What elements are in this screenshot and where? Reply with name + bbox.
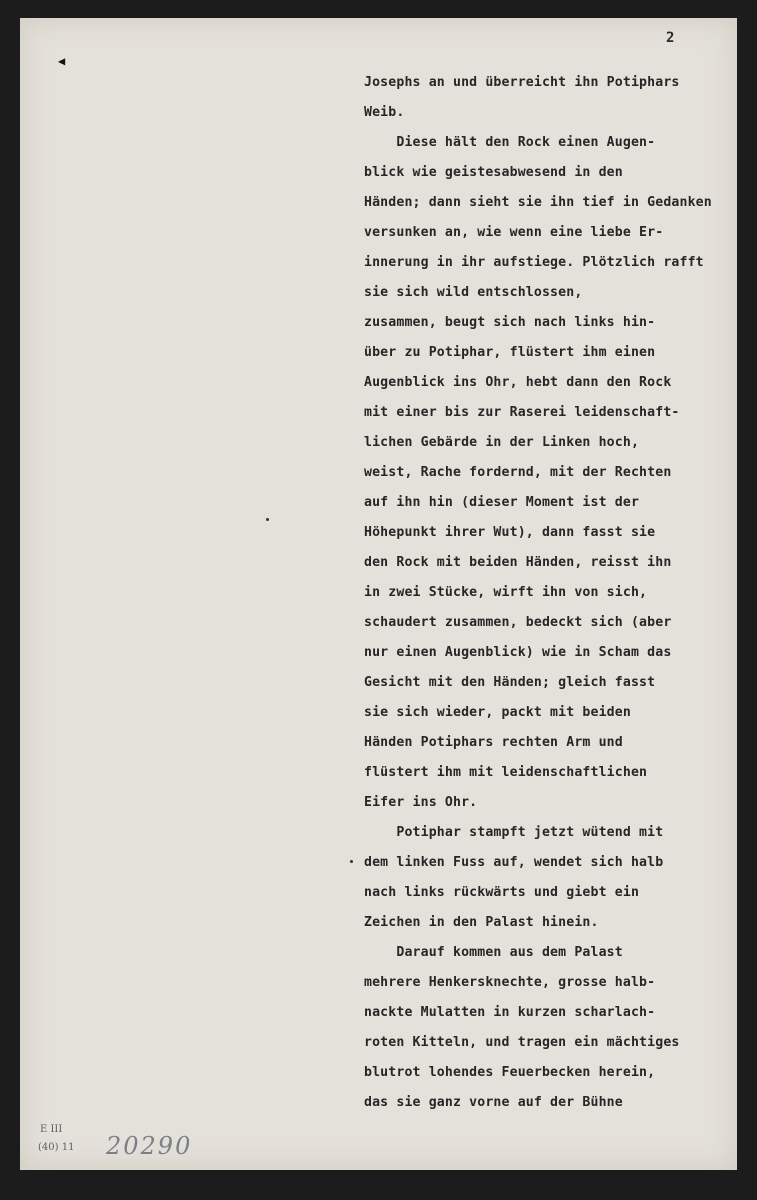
text-line: nach links rückwärts und giebt ein — [364, 885, 640, 900]
page-number: 2 — [666, 30, 675, 46]
text-line: dem linken Fuss auf, wendet sich halb — [364, 855, 664, 870]
text-line: über zu Potiphar, flüstert ihm einen — [364, 345, 656, 360]
text-line: roten Kitteln, und tragen ein mächtiges — [364, 1035, 680, 1050]
text-line: den Rock mit beiden Händen, reisst ihn — [364, 555, 672, 570]
archive-number: 20290 — [106, 1132, 193, 1160]
text-line: versunken an, wie wenn eine liebe Er- — [364, 225, 664, 240]
text-line: in zwei Stücke, wirft ihn von sich, — [364, 585, 648, 600]
text-line: das sie ganz vorne auf der Bühne — [364, 1095, 623, 1110]
archive-stamp: E III — [40, 1124, 63, 1135]
text-line: Händen; dann sieht sie ihn tief in Gedanken — [364, 195, 712, 210]
text-line: mehrere Henkersknechte, grosse halb- — [364, 975, 656, 990]
punch-hole-mark: ◀ — [58, 54, 66, 68]
ink-speck — [350, 860, 353, 863]
text-line: weist, Rache fordernd, mit der Rechten — [364, 465, 672, 480]
text-line: Zeichen in den Palast hinein. — [364, 915, 599, 930]
text-line: Weib. — [364, 105, 405, 120]
text-line: nackte Mulatten in kurzen scharlach- — [364, 1005, 656, 1020]
text-line: Händen Potiphars rechten Arm und — [364, 735, 623, 750]
text-line: nur einen Augenblick) wie in Scham das — [364, 645, 672, 660]
typewritten-text — [364, 68, 724, 1118]
text-line: auf ihn hin (dieser Moment ist der — [364, 495, 640, 510]
text-line: Darauf kommen aus dem Palast — [364, 945, 623, 960]
text-line: Diese hält den Rock einen Augen- — [364, 135, 656, 150]
text-line: zusammen, beugt sich nach links hin- — [364, 315, 656, 330]
text-line: mit einer bis zur Raserei leidenschaft- — [364, 405, 680, 420]
text-line: flüstert ihm mit leidenschaftlichen — [364, 765, 648, 780]
text-line: lichen Gebärde in der Linken hoch, — [364, 435, 640, 450]
text-line: Potiphar stampft jetzt wütend mit — [364, 825, 664, 840]
ink-speck — [266, 518, 269, 521]
archive-stamp-sub: (40) 11 — [38, 1142, 75, 1153]
text-line: sie sich wild entschlossen, — [364, 285, 583, 300]
text-line: Gesicht mit den Händen; gleich fasst — [364, 675, 656, 690]
text-line: innerung in ihr aufstiege. Plötzlich rafft — [364, 255, 704, 270]
text-line: sie sich wieder, packt mit beiden — [364, 705, 631, 720]
text-line: Eifer ins Ohr. — [364, 795, 478, 810]
text-line: blick wie geistesabwesend in den — [364, 165, 623, 180]
text-line: Josephs an und überreicht ihn Potiphars — [364, 75, 680, 90]
text-line: blutrot lohendes Feuerbecken herein, — [364, 1065, 656, 1080]
document-page — [20, 18, 737, 1170]
text-line: Höhepunkt ihrer Wut), dann fasst sie — [364, 525, 656, 540]
text-line: schaudert zusammen, bedeckt sich (aber — [364, 615, 672, 630]
text-line: Augenblick ins Ohr, hebt dann den Rock — [364, 375, 672, 390]
